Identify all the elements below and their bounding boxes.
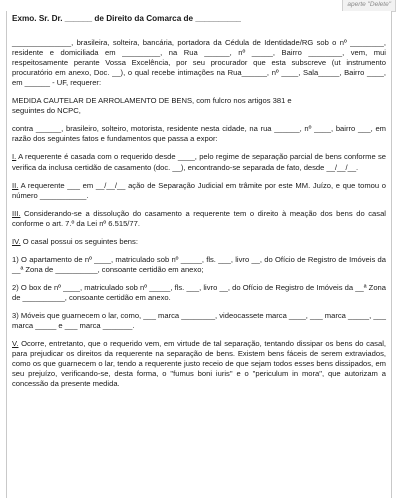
section-2-text: A requerente ___ em __/__/__ ação de Separação Judicial em trâmite por este MM. Juízo, e que tomou o número ___________. xyxy=(12,180,386,200)
section-5-text: Ocorre, entretanto, que o requerido vem, em virtude de tal separação, tentando dissipar os bens do casal, para prejudicar os direitos da requerente na separação de bens. Existem bens fáceis de serem extraviados, como os que guarnecem o lar, tendo a requerente justo receio de que sejam todos esses bens dissipados, em seu prejuízo, verificando-se, desta forma, o "fumus boni iuris" e o "periculum in mora", que autorizam a concessão da presente medida. xyxy=(12,339,386,389)
asset-item-3: 3) Móveis que guarnecem o lar, como, ___ marca ________, videocassete marca ____, ___ marca _____, ___ marca _____ e ___ marca _______. xyxy=(12,310,387,331)
section-2 xyxy=(12,181,386,201)
section-4 xyxy=(12,237,386,247)
against-paragraph: contra ______, brasileiro, solteiro, motorista, residente nesta cidade, na rua ______, nº ____, bairro ___, em razão dos seguintes fatos e fundamentos que passa a expor: xyxy=(12,124,386,144)
section-4-text: O casal possui os seguintes bens: xyxy=(20,236,138,246)
section-3 xyxy=(12,209,386,229)
asset-item-1: 1) O apartamento de nº ____, matriculado sob nº _____, fls. ___, livro __, do Ofício de Registro de Imóveis da __ª Zona de __________, consoante certidão em anexo; xyxy=(12,254,386,274)
section-3-text: Considerando-se a dissolução do casamento a requerente tem o direito à meação dos bens do casal conforme o art. 7.º da Lei nº 6.515/77. xyxy=(12,208,386,228)
section-1 xyxy=(12,152,386,172)
section-5-number: V. xyxy=(12,339,19,349)
delete-hint-label: aperte "Delete" xyxy=(342,0,396,12)
section-1-text: A requerente é casada com o requerido desde ____, pelo regime de separação parcial de bens conforme se verifica da inclusa certidão de casamento (doc. __), encontrando-se separada de fato, desde __/__/__. xyxy=(12,152,386,172)
document-title: Exmo. Sr. Dr. ______ de Direito da Comarca de __________ xyxy=(12,14,241,23)
section-2-number: II. xyxy=(12,180,19,190)
asset-item-2: 2) O box de nº ____, matriculado sob nº _____, fls. ___, livro __, do Ofício de Registro de Imóveis da __ª Zona de __________, consoante certidão em anexo. xyxy=(12,282,386,302)
section-3-number: III. xyxy=(12,208,21,218)
section-5 xyxy=(12,339,386,389)
request-line-2: seguintes do NCPC, xyxy=(12,106,81,116)
document-page xyxy=(6,11,392,498)
section-4-number: IV. xyxy=(12,236,21,246)
section-1-number: I. xyxy=(12,152,17,162)
intro-paragraph: ______________, brasileira, solteira, bancária, portadora da Cédula de Identidade/RG sob o nº ________, residente e domiciliada em _________, na Rua ______, nº _____, Bairro ________, vem, mui respeitosamente perante Vossa Excelência, por seu procurador que esta subscreve (ut instrumento procuratório em anexo, Doc. __), o qual recebe intimações na Rua______, nº ____, Sala_____, Bairro ____, em ______ - UF, requerer: xyxy=(12,38,386,88)
request-line-1: MEDIDA CAUTELAR DE ARROLAMENTO DE BENS, com fulcro nos artigos 381 e xyxy=(12,96,292,106)
